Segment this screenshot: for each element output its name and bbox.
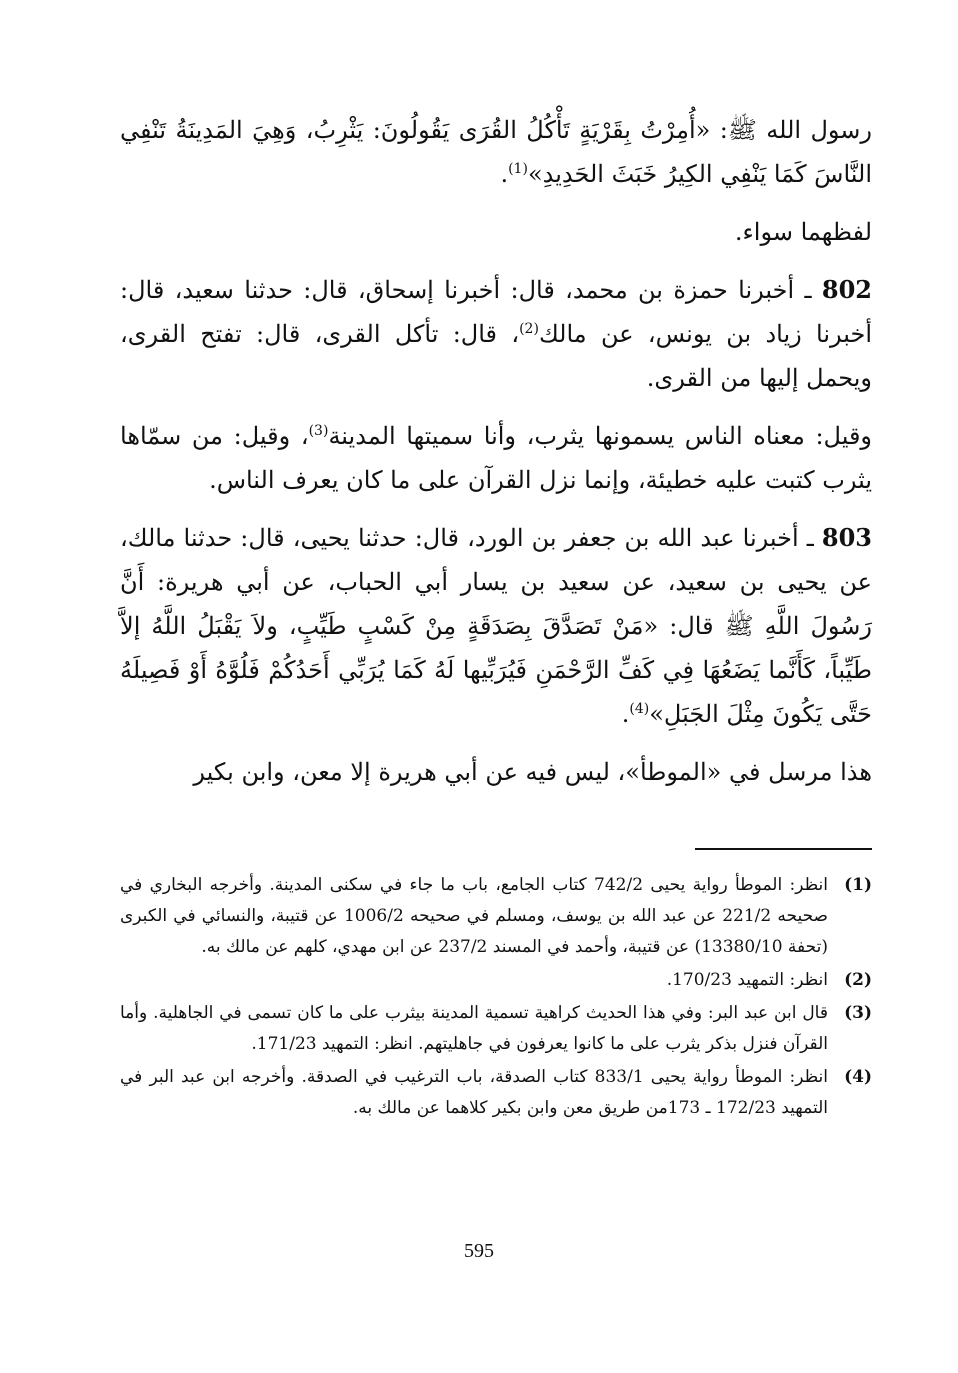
- hadith-number-803: 803: [821, 523, 872, 552]
- main-text: [120, 108, 872, 808]
- paragraph-mursal: هذا مرسل في «الموطأ»، ليس فيه عن أبي هريرة إلا معن، وابن بكير: [193, 758, 872, 786]
- footnote-number: (1): [844, 875, 872, 895]
- commentary-a: وقيل: معناه الناس يسمونها يثرب، وأنا سميتها المدينة: [328, 422, 873, 450]
- footnote-ref-3[interactable]: (3): [308, 423, 329, 439]
- footnote-item: [120, 1062, 872, 1124]
- footnote-ref-1[interactable]: (1): [508, 161, 528, 177]
- footnote-text: انظر: الموطأ رواية يحيى 742/2 كتاب الجامع، باب ما جاء في سكنى المدينة. وأخرجه البخاري في صحيحه 221/2 عن عبد الله بن يوسف، ومسلم في صحيحه 1006/2 عن قتيبة، والنسائي في الكبرى (تحفة 13380/10) عن قتيبة، وأحمد في المسند 237/2 عن ابن مهدي، كلهم عن مالك به.: [120, 875, 828, 957]
- footnote-divider: [695, 848, 872, 850]
- paragraph-hadith-yathrib: [120, 108, 872, 196]
- punctuation: .: [500, 160, 509, 188]
- hadith-802-rest: ، قال: تأكل القرى، قال: تفتح القرى، ويحمل إليها من القرى.: [120, 320, 872, 392]
- footnote-ref-2[interactable]: (2): [519, 321, 539, 337]
- footnote-number: (4): [844, 1067, 872, 1087]
- footnotes: [120, 870, 872, 1126]
- footnote-item: [120, 965, 872, 996]
- paragraph-803: [120, 516, 872, 736]
- footnote-text: انظر: الموطأ رواية يحيى 833/1 كتاب الصدقة، باب الترغيب في الصدقة. وأخرجه ابن عبد البر في التمهيد 172/23 ـ 173من طريق معن وابن بكير كلاهما عن مالك به.: [120, 1067, 828, 1118]
- footnote-item: [120, 998, 872, 1060]
- hadith-number-802: 802: [821, 275, 872, 304]
- punctuation: .: [621, 700, 630, 728]
- commentary-b: ، وقيل: من سمّاها يثرب كتبت عليه خطيئة، وإنما نزل القرآن على ما كان يعرف الناس.: [120, 422, 872, 494]
- footnote-text: قال ابن عبد البر: وفي هذا الحديث كراهية تسمية المدينة بيثرب على ما كان تسمى في الجاهلية. وأما القرآن فنزل بذكر يثرب على ما كانوا يعرفون في جاهليتهم. انظر: التمهيد 171/23.: [120, 1003, 828, 1054]
- footnote-text: انظر: التمهيد 170/23.: [666, 970, 828, 990]
- footnote-number: (3): [844, 1003, 872, 1023]
- hadith-802-chain: ـ أخبرنا حمزة بن محمد، قال: أخبرنا إسحاق، قال: حدثنا سعيد، قال: أخبرنا زياد بن يونس، عن مالك: [120, 276, 873, 348]
- hadith-text: رسول الله ﷺ: «أُمِرْتُ بِقَرْيَةٍ تَأْكُلُ القُرَى يَقُولُونَ: يَثْرِبُ، وَهِيَ المَدِينَةُ تَنْفِي النَّاسَ كَمَا يَنْفِي الكِيرُ خَبَثَ الحَدِيدِ»: [120, 116, 872, 188]
- paragraph-802: [120, 268, 872, 400]
- footnote-ref-4[interactable]: (4): [629, 701, 650, 717]
- footnote-number: (2): [844, 970, 872, 990]
- page-number: 595: [464, 1240, 494, 1262]
- hadith-803-text: ـ أخبرنا عبد الله بن جعفر بن الورد، قال: حدثنا يحيى، قال: حدثنا مالك، عن يحيى بن سعيد، عن سعيد بن يسار أبي الحباب، عن أبي هريرة: أَنَّ رَسُولَ اللَّهِ ﷺ قال: «مَنْ تَصَدَّقَ بِصَدَقَةٍ مِنْ كَسْبٍ طَيِّبٍ، ولاَ يَقْبَلُ اللَّهُ إلاَّ طَيِّباً، كَأَنَّما يَضَعُهَا فِي كَفِّ الرَّحْمَنِ فَيُرَبِّيها لَهُ كَمَا يُرَبِّي أَحَدُكُمْ فَلُوَّهُ أَوْ فَصِيلَهُ حَتَّى يَكُونَ مِثْلَ الجَبَلِ»: [120, 524, 872, 728]
- paragraph-note: لفظهما سواء.: [734, 218, 872, 246]
- paragraph-commentary: [120, 414, 872, 502]
- footnote-item: [120, 870, 872, 963]
